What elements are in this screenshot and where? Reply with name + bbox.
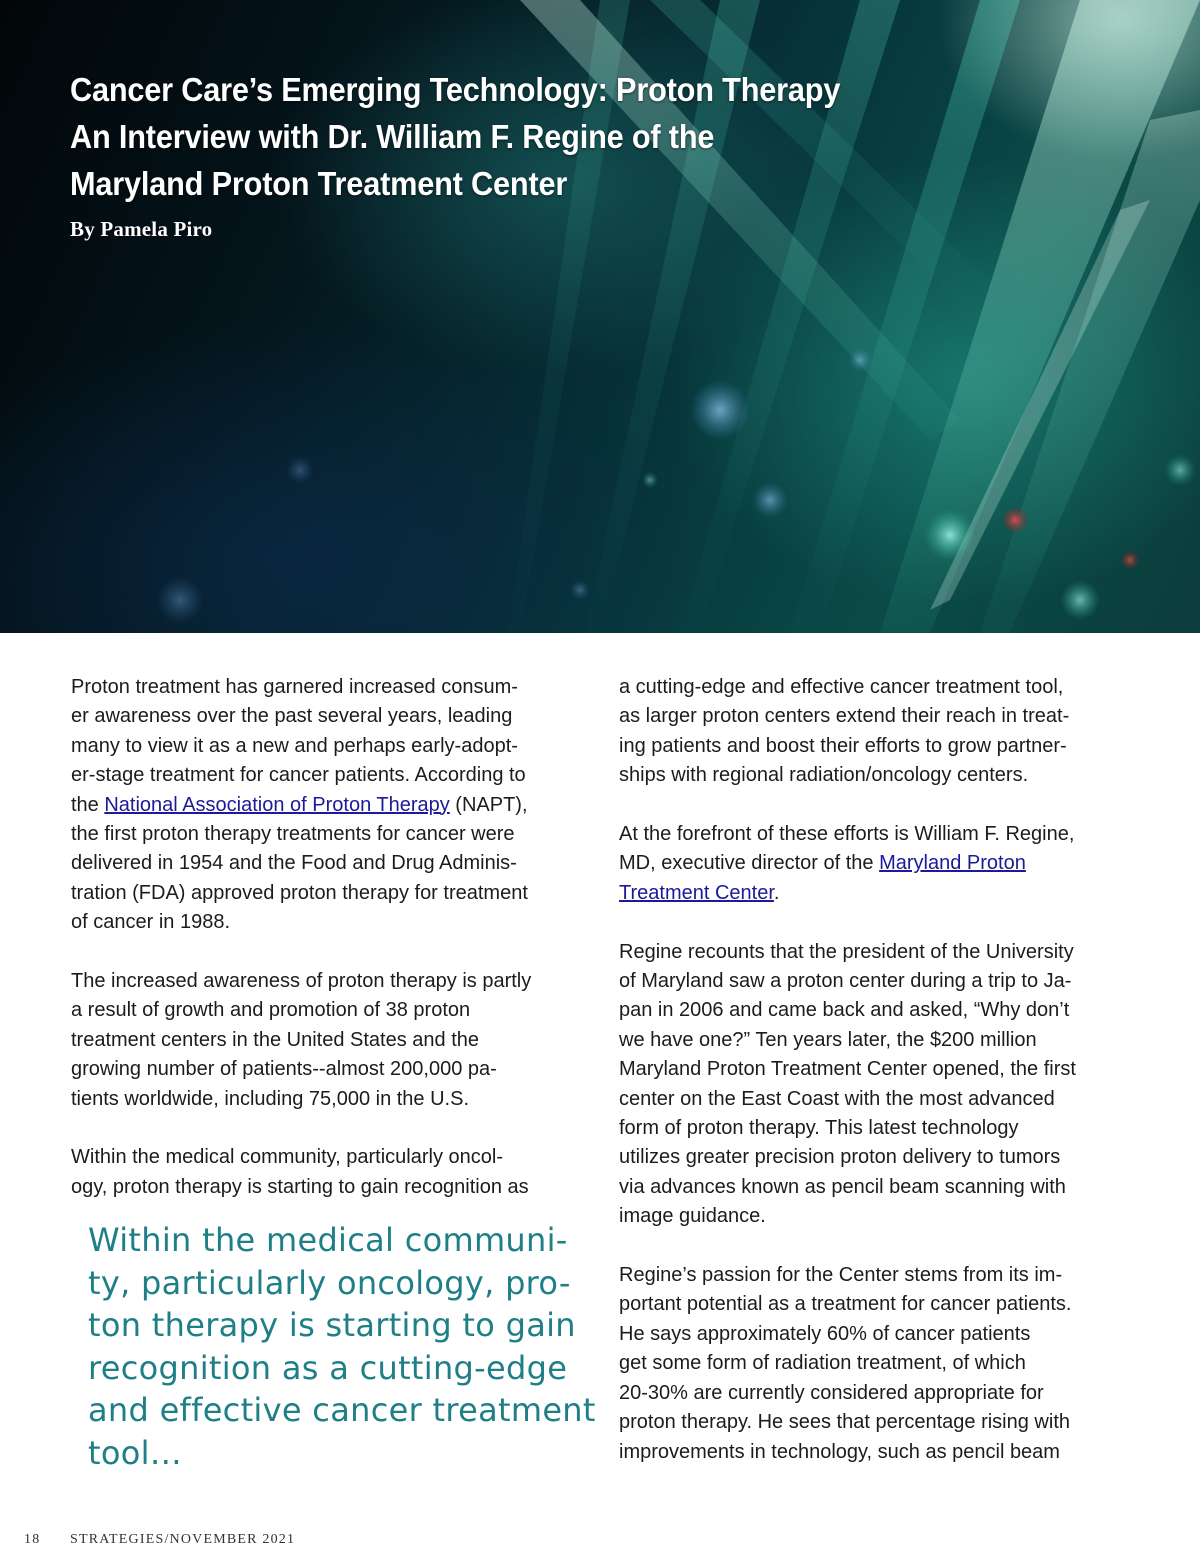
- paragraph: [619, 1261, 1139, 1467]
- text-line: of cancer in 1988.: [71, 911, 230, 934]
- byline: By Pamela Piro: [70, 217, 213, 241]
- text-line: we have one?” Ten years later, the $200 million: [619, 1028, 1037, 1051]
- text-line: improvements in technology, such as pencil beam: [619, 1440, 1060, 1463]
- page-footer: [24, 1532, 295, 1548]
- text-line: image guidance.: [619, 1205, 766, 1228]
- text-line: [619, 849, 1139, 878]
- paragraph-gap: [619, 1232, 1139, 1261]
- text-fragment: MD, executive director of the: [619, 852, 880, 875]
- text-line: pan in 2006 and came back and asked, “Why don’t: [619, 999, 1070, 1022]
- pull-quote-line: ton therapy is starting to gain: [88, 1306, 576, 1344]
- pull-quote-line: tool…: [88, 1433, 183, 1472]
- text-line: Within the medical community, particularly oncol-: [71, 1146, 504, 1169]
- text-line: Maryland Proton Treatment Center opened, the first: [619, 1058, 1076, 1081]
- hero-image: [0, 0, 1200, 633]
- text-line: of Maryland saw a proton center during a trip to Ja-: [619, 970, 1072, 993]
- maryland-proton-link[interactable]: Maryland Proton: [879, 852, 1026, 875]
- text-line: er-stage treatment for cancer patients. According to: [71, 764, 526, 787]
- publication-name: STRATEGIES/NOVEMBER 2021: [70, 1532, 296, 1547]
- paragraph: [619, 673, 1139, 791]
- text-line: ships with regional radiation/oncology centers.: [619, 764, 1029, 787]
- text-line: center on the East Coast with the most advanced: [619, 1087, 1055, 1110]
- text-line: delivered in 1954 and the Food and Drug Adminis-: [71, 852, 517, 875]
- paragraph: [71, 673, 591, 938]
- headline-line: An Interview with Dr. William F. Regine of the: [70, 118, 715, 155]
- text-line: er awareness over the past several years, leading: [71, 705, 513, 728]
- text-fragment: the: [71, 793, 105, 816]
- text-line: tration (FDA) approved proton therapy for treatment: [71, 881, 528, 904]
- article-headline: [70, 66, 907, 207]
- maryland-proton-link[interactable]: Treatment Center: [619, 881, 774, 904]
- text-line: as larger proton centers extend their reach in treat-: [619, 705, 1070, 728]
- pull-quote-line: Within the medical communi-: [88, 1221, 568, 1259]
- pull-quote-line: recognition as a cutting-edge: [88, 1348, 568, 1387]
- text-fragment: (NAPT),: [449, 793, 528, 816]
- text-line: growing number of patients--almost 200,000 pa-: [71, 1058, 497, 1081]
- text-line: the first proton therapy treatments for cancer were: [71, 823, 515, 846]
- left-column: [71, 673, 591, 1202]
- text-line: a result of growth and promotion of 38 proton: [71, 999, 471, 1022]
- paragraph: [71, 967, 591, 1114]
- text-line: The increased awareness of proton therapy is partly: [71, 970, 532, 993]
- text-line: portant potential as a treatment for cancer patients.: [619, 1293, 1072, 1316]
- text-line: via advances known as pencil beam scanning with: [619, 1175, 1066, 1198]
- pull-quote: [88, 1219, 596, 1474]
- text-line: 20-30% are currently considered appropriate for: [619, 1381, 1044, 1404]
- pull-quote-line: and effective cancer treatment: [88, 1391, 596, 1429]
- text-line: utilizes greater precision proton delivery to tumors: [619, 1146, 1061, 1169]
- paragraph-gap: [619, 791, 1139, 820]
- text-line: Regine recounts that the president of the University: [619, 940, 1074, 963]
- paragraph-gap: [619, 908, 1139, 937]
- paragraph: [619, 820, 1139, 908]
- text-line: [71, 791, 591, 820]
- headline-line: Cancer Care’s Emerging Technology: Proton Therapy: [70, 71, 841, 108]
- text-line: get some form of radiation treatment, of which: [619, 1352, 1026, 1375]
- text-line: ogy, proton therapy is starting to gain recognition as: [71, 1175, 529, 1198]
- pull-quote-line: ty, particularly oncology, pro-: [88, 1263, 571, 1302]
- text-line: tients worldwide, including 75,000 in the U.S.: [71, 1087, 470, 1110]
- text-line: Regine’s passion for the Center stems from its im-: [619, 1264, 1063, 1287]
- text-line: He says approximately 60% of cancer patients: [619, 1322, 1031, 1345]
- text-line: Proton treatment has garnered increased consum-: [71, 676, 518, 698]
- paragraph-gap: [71, 1114, 591, 1143]
- text-line: proton therapy. He sees that percentage rising with: [619, 1411, 1070, 1434]
- page-number: 18: [24, 1532, 41, 1547]
- headline-line: Maryland Proton Treatment Center: [70, 165, 568, 202]
- text-line: ing patients and boost their efforts to grow partner-: [619, 734, 1067, 757]
- paragraph: [71, 1143, 591, 1202]
- napt-link[interactable]: National Association of Proton Therapy: [104, 793, 450, 816]
- text-line: form of proton therapy. This latest technology: [619, 1117, 1019, 1140]
- paragraph: [619, 938, 1139, 1232]
- text-fragment: .: [773, 881, 780, 904]
- paragraph-gap: [71, 938, 591, 967]
- right-column: [619, 673, 1139, 1467]
- text-line: a cutting-edge and effective cancer treatment tool,: [619, 676, 1064, 698]
- text-line: treatment centers in the United States and the: [71, 1028, 480, 1051]
- text-line: [619, 879, 1139, 908]
- text-line: many to view it as a new and perhaps early-adopt-: [71, 734, 518, 757]
- text-line: At the forefront of these efforts is William F. Regine,: [619, 823, 1075, 846]
